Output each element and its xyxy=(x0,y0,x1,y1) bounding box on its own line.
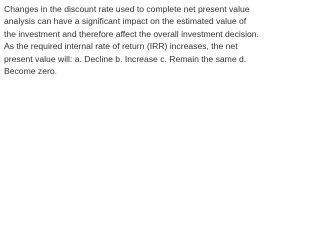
question-card xyxy=(0,0,262,79)
question-text: Changes in the discount rate used to complete net present value analysis can have a significant impact on the estimated value of the investment and therefore affect the overall investment decision. As the required internal rate of return (IRR) increases, the net present value will: a. Decline b. Increase c. Remain the same d. Become zero. xyxy=(4,4,259,77)
